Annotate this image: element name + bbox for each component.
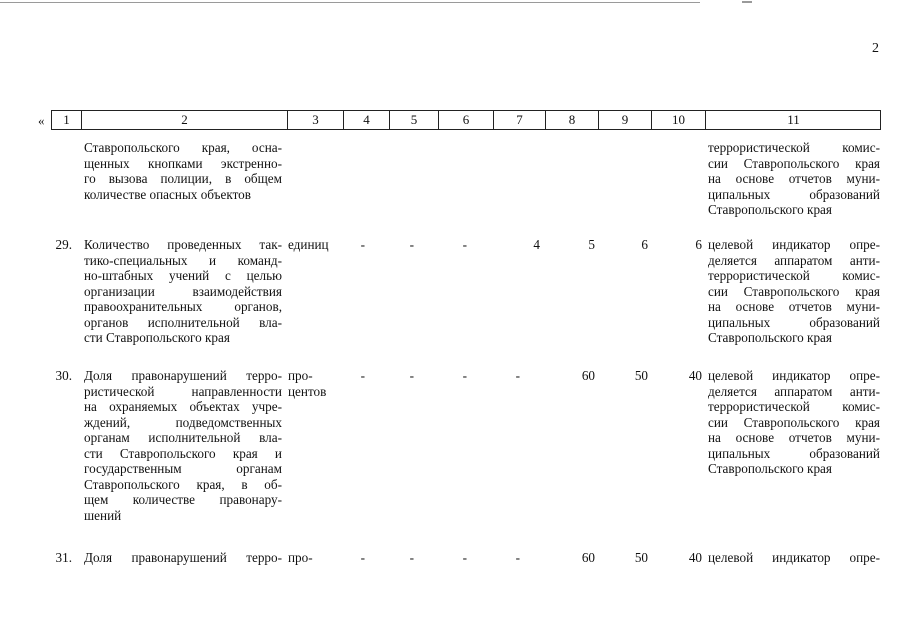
column-header-7: 7 — [516, 112, 523, 127]
value-col-10: 40 — [688, 368, 702, 383]
column-header-11: 11 — [787, 112, 800, 127]
value-col-7: - — [515, 368, 520, 383]
value-col-10: 40 — [688, 550, 702, 565]
indicator-name: Доля правонарушений терро- — [84, 550, 282, 565]
column-header-1: 1 — [63, 112, 70, 127]
column-header-6: 6 — [462, 112, 470, 127]
unit-of-measure: единиц — [288, 237, 329, 252]
row-number: 29. — [55, 237, 72, 252]
value-col-7: 4 — [533, 237, 540, 252]
value-col-4: - — [360, 550, 365, 565]
column-header-5: 5 — [410, 112, 418, 127]
value-col-9: 50 — [634, 368, 648, 383]
row-number: 31. — [55, 550, 72, 565]
indicator-name: Доля правонарушений терро- ристической направленности на охраняемых объектах учре- ждений, подведомственных органам исполнительной вла- сти Ставропольского края и государственным органам Ставропольского края, в об- щем количестве правонару- шений — [84, 368, 282, 523]
value-col-5: - — [409, 368, 414, 383]
value-col-5: - — [409, 550, 414, 565]
value-col-7: - — [515, 550, 520, 565]
scan-mark — [742, 1, 752, 3]
column-header-2: 2 — [181, 112, 188, 127]
row-number: 30. — [55, 368, 72, 383]
indicator-note: целевой индикатор опре- деляется аппаратом анти- террористической комис- сии Ставропольского края на основе отчетов муни- ципальных образований Ставропольского края — [708, 368, 880, 476]
indicator-name: Ставропольского края, осна- щенных кнопками экстренно- го вызова полиции, в общем количестве опасных объектов — [84, 140, 282, 202]
value-col-6: - — [462, 237, 467, 252]
unit-of-measure: про- центов — [288, 368, 327, 399]
column-header-4: 4 — [363, 112, 370, 127]
column-header-8: 8 — [568, 112, 576, 127]
page-number: 2 — [872, 41, 879, 56]
table-column-number-header — [51, 110, 881, 130]
column-header-10: 10 — [672, 112, 685, 127]
value-col-8: 60 — [581, 368, 595, 383]
value-col-10: 6 — [695, 237, 702, 252]
value-col-6: - — [462, 368, 467, 383]
value-col-4: - — [360, 237, 365, 252]
value-col-9: 6 — [641, 237, 648, 252]
scan-top-edge — [0, 2, 700, 3]
value-col-8: 60 — [581, 550, 595, 565]
value-col-4: - — [360, 368, 365, 383]
value-col-8: 5 — [588, 237, 595, 252]
unit-of-measure: про- — [288, 550, 313, 565]
continuation-quote-mark: « — [38, 113, 45, 128]
column-header-9: 9 — [621, 112, 629, 127]
indicator-note: террористической комис- сии Ставропольского края на основе отчетов муни- ципальных образований Ставропольского края — [708, 140, 880, 217]
indicator-name: Количество проведенных так- тико-специальных и команд- но-штабных учений с целью организации взаимодействия правоохранительных органов, органов исполнительной вла- сти Ставропольского края — [84, 237, 282, 345]
column-header-3: 3 — [312, 112, 319, 127]
value-col-6: - — [462, 550, 467, 565]
indicator-note: целевой индикатор опре- деляется аппаратом анти- террористической комис- сии Ставропольского края на основе отчетов муни- ципальных образований Ставропольского края — [708, 237, 880, 345]
value-col-5: - — [409, 237, 414, 252]
value-col-9: 50 — [634, 550, 648, 565]
indicator-note: целевой индикатор опре- — [708, 550, 880, 565]
